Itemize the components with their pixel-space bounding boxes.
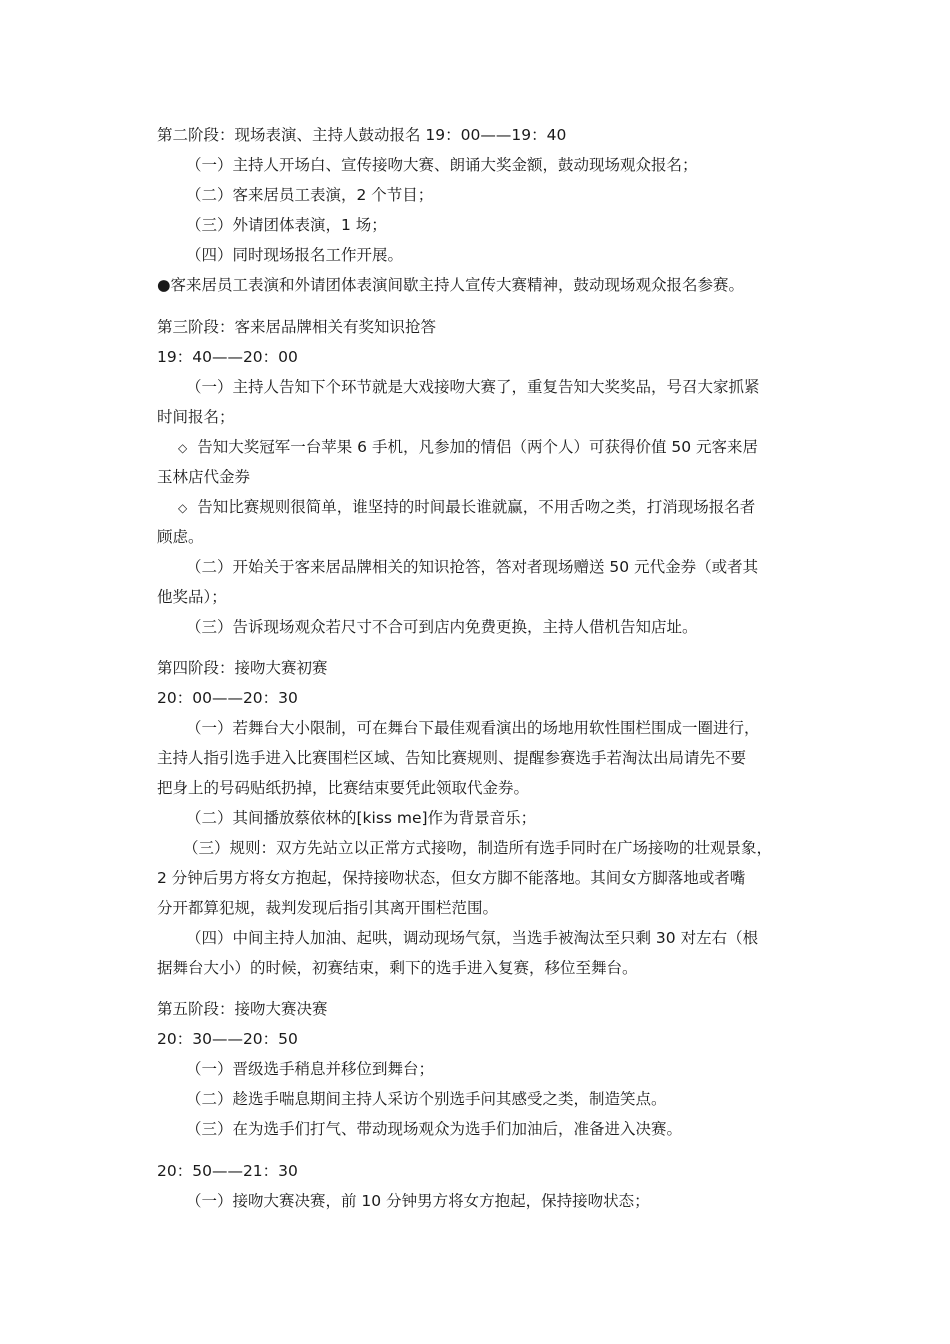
paragraph-continuation: 他奖品）；: [157, 588, 227, 606]
stage-3-heading: 第三阶段：客来居品牌相关有奖知识抢答: [157, 318, 437, 336]
paragraph: （三）规则：双方先站立以正常方式接吻，制造所有选手同时在广场接吻的壮观景象，: [183, 839, 773, 857]
paragraph-continuation: 分开都算犯规，裁判发现后指引其离开围栏范围。: [157, 899, 499, 917]
paragraph: （一）若舞台大小限制，可在舞台下最佳观看演出的场地用软性围栏围成一圈进行，: [186, 719, 760, 737]
diamond-bullet-icon: ◇: [178, 441, 188, 455]
paragraph-continuation: 主持人指引选手进入比赛围栏区域、告知比赛规则、提醒参赛选手若淘汰出局请先不要: [157, 749, 747, 767]
list-item-text: 告知比赛规则很简单，谁坚持的时间最长谁就赢，不用舌吻之类，打消现场报名者: [197, 498, 756, 516]
paragraph-continuation: 据舞台大小）的时候，初赛结束，剩下的选手进入复赛，移位至舞台。: [157, 959, 638, 977]
paragraph: （二）其间播放蔡依林的[kiss me]作为背景音乐；: [186, 809, 537, 827]
diamond-bullet-icon: ◇: [178, 501, 188, 515]
paragraph-continuation: 玉林店代金券: [157, 468, 251, 486]
paragraph: （二）客来居员工表演，2 个节目；: [186, 186, 434, 204]
paragraph: （三）外请团体表演，1 场；: [186, 216, 387, 234]
stage-5-heading: 第五阶段：接吻大赛决赛: [157, 1000, 328, 1018]
time-range: 20：50——21：30: [157, 1162, 298, 1180]
paragraph: （四）同时现场报名工作开展。: [186, 246, 404, 264]
stage-2-heading: 第二阶段：现场表演、主持人鼓动报名 19：00——19：40: [157, 126, 567, 144]
paragraph: （四）中间主持人加油、起哄，调动现场气氛，当选手被淘汰至只剩 30 对左右（根: [186, 929, 759, 947]
paragraph: （一）主持人开场白、宣传接吻大赛、朗诵大奖金额，鼓动现场观众报名；: [186, 156, 698, 174]
paragraph-continuation: 时间报名；: [157, 408, 235, 426]
list-item: [178, 437, 758, 458]
list-item: [178, 497, 755, 518]
paragraph: （一）主持人告知下个环节就是大戏接吻大赛了，重复告知大奖奖品，号召大家抓紧: [186, 378, 760, 396]
paragraph-continuation: 顾虑。: [157, 528, 204, 546]
paragraph: （三）在为选手们打气、带动现场观众为选手们加油后，准备进入决赛。: [186, 1120, 683, 1138]
list-item-text: 告知大奖冠军一台苹果 6 手机，凡参加的情侣（两个人）可获得价值 50 元客来居: [197, 438, 759, 456]
bullet-note: ●客来居员工表演和外请团体表演间歇主持人宣传大赛精神，鼓动现场观众报名参赛。: [157, 276, 745, 294]
time-range: 20：00——20：30: [157, 689, 298, 707]
time-range: 19：40——20：00: [157, 348, 298, 366]
paragraph: （二）开始关于客来居品牌相关的知识抢答，答对者现场赠送 50 元代金券（或者其: [186, 558, 759, 576]
stage-4-heading: 第四阶段：接吻大赛初赛: [157, 659, 328, 677]
paragraph: （二）趁选手喘息期间主持人采访个别选手问其感受之类，制造笑点。: [186, 1090, 667, 1108]
paragraph: （一）晋级选手稍息并移位到舞台；: [186, 1060, 435, 1078]
paragraph-continuation: 2 分钟后男方将女方抱起，保持接吻状态，但女方脚不能落地。其间女方脚落地或者嘴: [157, 869, 746, 887]
paragraph: （一）接吻大赛决赛，前 10 分钟男方将女方抱起，保持接吻状态；: [186, 1192, 650, 1210]
paragraph-continuation: 把身上的号码贴纸扔掉，比赛结束要凭此领取代金券。: [157, 779, 530, 797]
time-range: 20：30——20：50: [157, 1030, 298, 1048]
paragraph: （三）告诉现场观众若尺寸不合可到店内免费更换，主持人借机告知店址。: [186, 618, 698, 636]
